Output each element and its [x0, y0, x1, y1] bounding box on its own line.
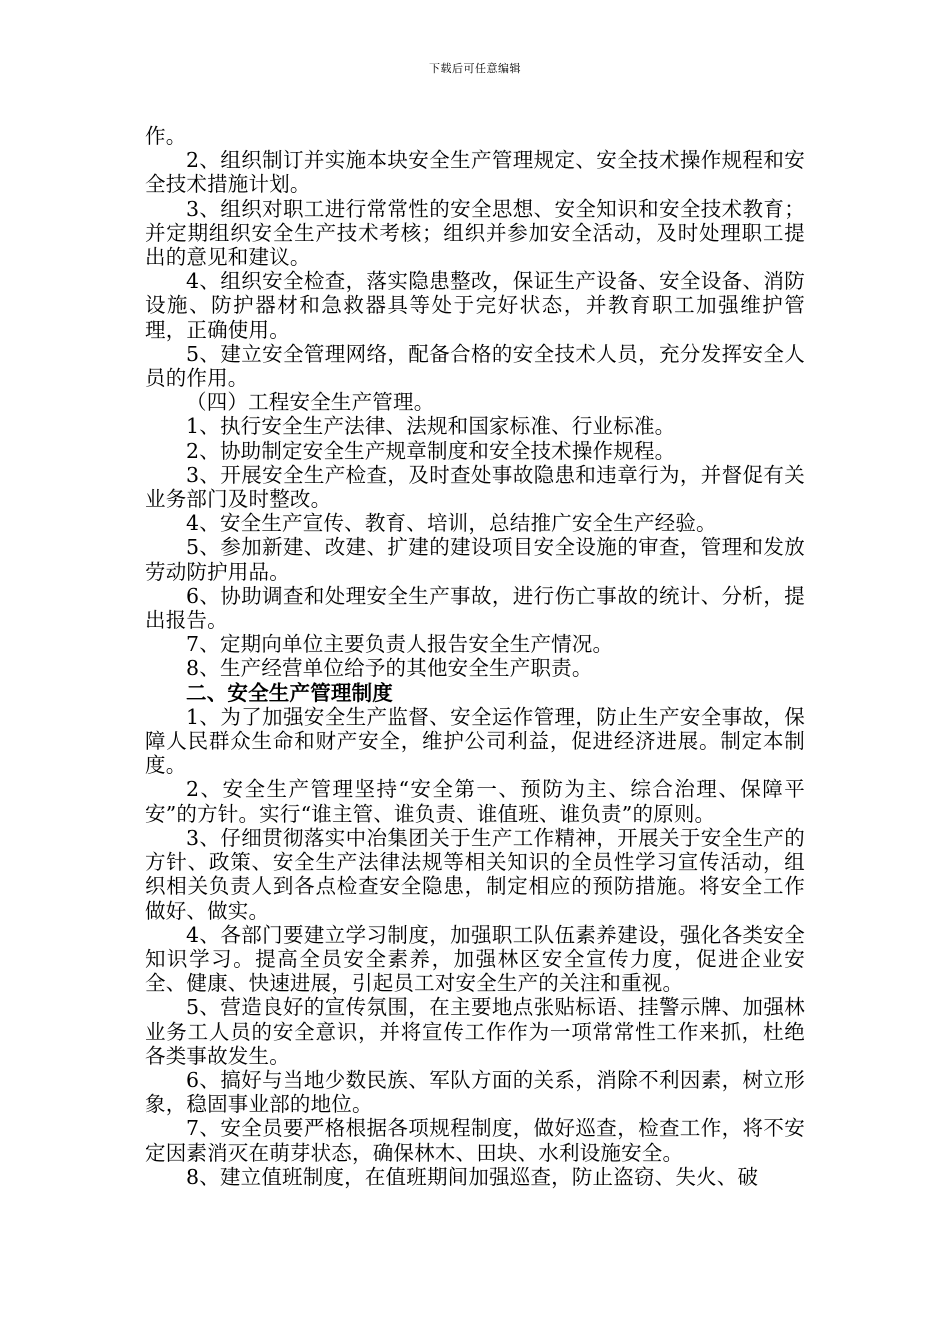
body-paragraph: 4、安全生产宣传、教育、培训，总结推广安全生产经验。 — [186, 511, 717, 536]
body-paragraph: 2、组织制订并实施本块安全生产管理规定、安全技术操作规程和安全技术措施计划。 — [145, 148, 805, 197]
body-paragraph: 7、定期向单位主要负责人报告安全生产情况。 — [186, 632, 614, 657]
body-paragraph: 7、安全员要严格根据各项规程制度，做好巡查，检查工作，将不安定因素消灭在萌芽状态，确保林木、田块、水利设施安全。 — [145, 1116, 805, 1165]
body-paragraph: （四）工程安全生产管理。 — [186, 390, 435, 415]
body-paragraph: 作。 — [145, 124, 187, 148]
body-paragraph: 3、仔细贯彻落实中冶集团关于生产工作精神，开展关于安全生产的方针、政策、安全生产法律法规等相关知识的全员性学习宣传活动，组织相关负责人到各点检查安全隐患，制定相应的预防措施。将安全工作做好、做实。 — [145, 825, 805, 923]
body-paragraph: 5、营造良好的宣传氛围，在主要地点张贴标语、挂警示牌、加强林业务工人员的安全意识，并将宣传工作作为一项常常性工作来抓，杜绝各类事故发生。 — [145, 995, 805, 1068]
body-paragraph: 6、搞好与当地少数民族、军队方面的关系，消除不利因素，树立形象，稳固事业部的地位。 — [145, 1067, 805, 1117]
body-paragraph: 8、生产经营单位给予的其他安全生产职责。 — [186, 656, 593, 681]
body-paragraph: 1、执行安全生产法律、法规和国家标准、行业标准。 — [186, 414, 676, 439]
body-paragraph: 6、协助调查和处理安全生产事故，进行伤亡事故的统计、分析，提出报告。 — [145, 583, 805, 633]
body-paragraph: 5、参加新建、改建、扩建的建设项目安全设施的审查，管理和发放劳动防护用品。 — [145, 535, 805, 584]
body-paragraph: 3、开展安全生产检查，及时查处事故隐患和违章行为，并督促有关业务部门及时整改。 — [145, 462, 805, 512]
body-paragraph: 2、协助制定安全生产规章制度和安全技术操作规程。 — [186, 438, 676, 463]
section-heading: 二、安全生产管理制度 — [186, 680, 393, 705]
body-paragraph: 3、组织对职工进行常常性的安全思想、安全知识和安全技术教育；并定期组织安全生产技术考核；组织并参加安全活动，及时处理职工提出的意见和建议。 — [145, 196, 805, 270]
body-paragraph: 1、为了加强安全生产监督、安全运作管理，防止生产安全事故，保障人民群众生命和财产安全，维护公司利益，促进经济进展。制定本制度。 — [145, 704, 805, 778]
document-body — [145, 124, 805, 1189]
body-paragraph: 5、建立安全管理网络，配备合格的安全技术人员，充分发挥安全人员的作用。 — [145, 341, 805, 391]
body-paragraph: 4、各部门要建立学习制度，加强职工队伍素养建设，强化各类安全知识学习。提高全员安全素养，加强林区安全宣传力度，促进企业安全、健康、快速进展，引起员工对安全生产的关注和重视。 — [145, 922, 805, 996]
body-paragraph: 2、安全生产管理坚持“安全第一、预防为主、综合治理、保障平安”的方针。实行“谁主管、谁负责、谁值班、谁负责”的原则。 — [145, 777, 805, 826]
page-header: 下载后可任意编辑 — [429, 62, 521, 75]
body-paragraph: 4、组织安全检查，落实隐患整改，保证生产设备、安全设备、消防设施、防护器材和急救器具等处于完好状态，并教育职工加强维护管理，正确使用。 — [145, 269, 805, 342]
body-paragraph: 8、建立值班制度，在值班期间加强巡查，防止盗窃、失火、破 — [186, 1164, 759, 1189]
